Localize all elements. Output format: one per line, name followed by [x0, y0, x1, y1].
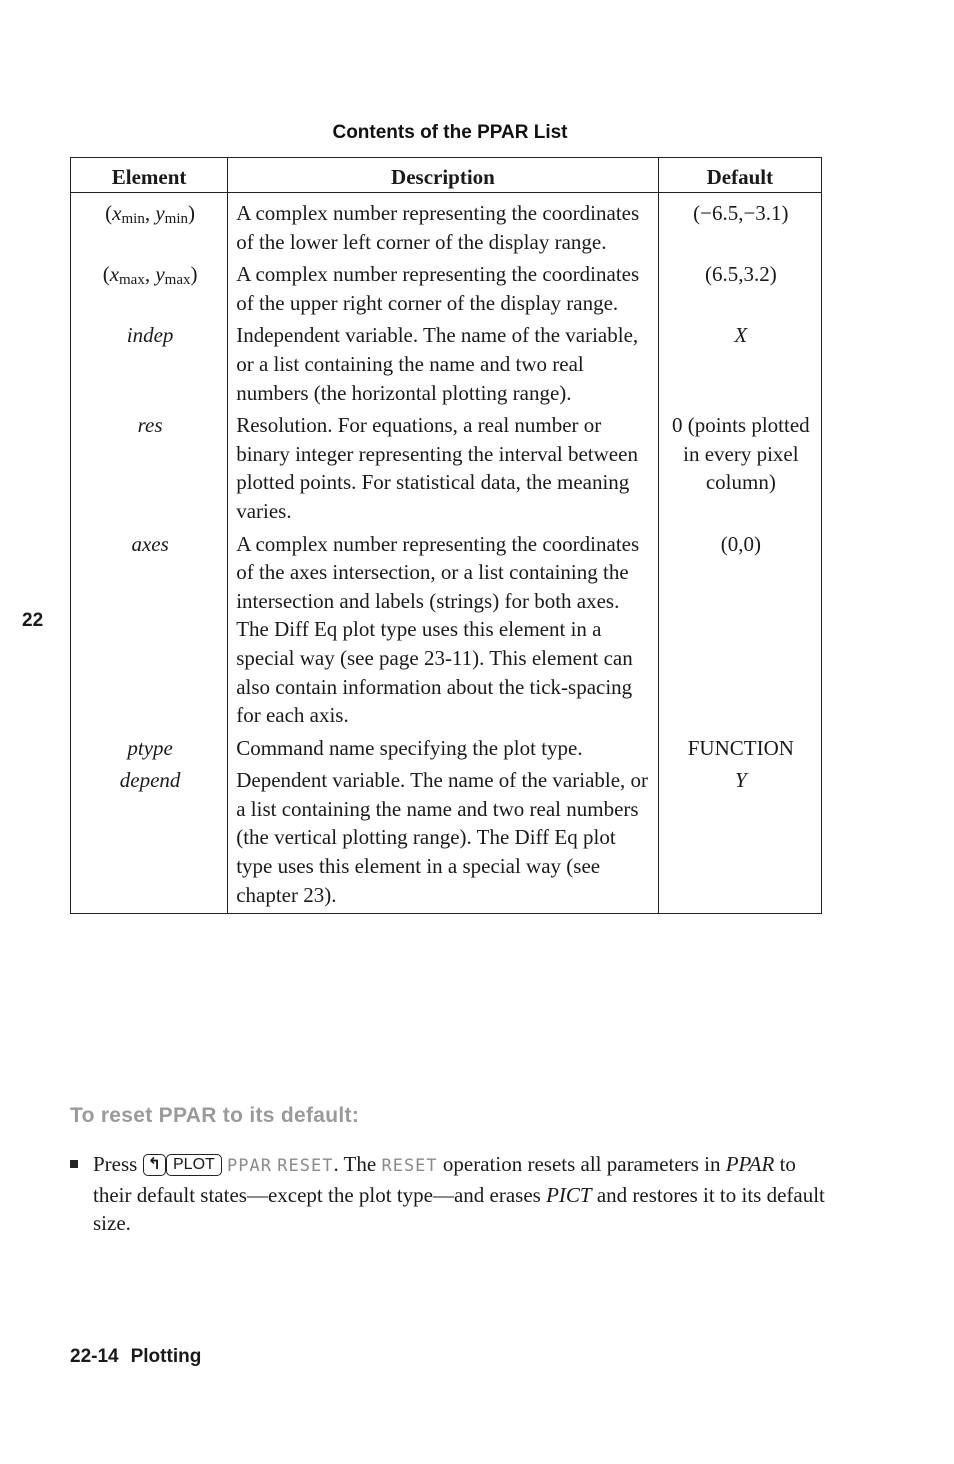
table-row	[71, 260, 822, 321]
default-cell: FUNCTION	[658, 734, 821, 767]
table-row	[71, 734, 822, 767]
element-cell: ($x_{min}$, $y_{min}$)	[71, 193, 228, 261]
header-description: Description	[228, 158, 658, 193]
header-element: Element	[71, 158, 228, 193]
description-cell: Dependent variable. The name of the variable, or a list containing the name and two real numbers (the vertical plotting range). The Diff Eq plot type uses this element in a special way (see chapter 23).	[228, 766, 658, 913]
default-cell: X	[658, 321, 821, 411]
section-heading: To reset PPAR to its default:	[70, 1104, 360, 1127]
default-cell: 0 (points plotted in every pixel column)	[658, 411, 821, 529]
chapter-tab: 22	[22, 610, 44, 631]
plot-key: PLOT	[166, 1154, 222, 1176]
description-cell: A complex number representing the coordinates of the upper right corner of the display range.	[228, 260, 658, 321]
element-cell: res	[71, 411, 228, 529]
header-default: Default	[658, 158, 821, 193]
table-row	[71, 321, 822, 411]
table-caption: Contents of the PPAR List	[332, 122, 568, 143]
table-row	[71, 411, 822, 529]
ppar-table	[70, 157, 822, 914]
element-cell: ($x_{max}$, $y_{max}$)	[71, 260, 228, 321]
default-cell: (−6.5,−3.1)	[658, 193, 821, 261]
table-header-row	[71, 158, 822, 193]
instruction-step	[70, 1150, 830, 1238]
table-row	[71, 530, 822, 734]
table-row	[71, 193, 822, 261]
description-cell: Command name specifying the plot type.	[228, 734, 658, 767]
chapter-name: Plotting	[130, 1346, 202, 1367]
element-cell: ptype	[71, 734, 228, 767]
default-cell: Y	[658, 766, 821, 913]
step-text: Press ↰ PLOT PPAR RESET. The RESET operation resets all parameters in PPAR to their default states—except the plot type—and erases PICT and restores it to its default size.	[93, 1152, 825, 1235]
page-number: 22-14	[70, 1346, 119, 1367]
page-footer	[70, 1346, 201, 1368]
description-cell: A complex number representing the coordinates of the axes intersection, or a list containing the intersection and labels (strings) for both axes. The Diff Eq plot type uses this element in a special way (see page 23-11). This element can also contain information about the tick-spacing for each axis.	[228, 530, 658, 734]
element-cell: indep	[71, 321, 228, 411]
default-cell: (6.5,3.2)	[658, 260, 821, 321]
ppar-softkey: PPAR	[227, 1156, 272, 1176]
element-cell: axes	[71, 530, 228, 734]
reset-softkey: RESET	[277, 1156, 334, 1176]
description-cell: Resolution. For equations, a real number or binary integer representing the interval between plotted points. For statistical data, the meaning varies.	[228, 411, 658, 529]
table-row	[71, 766, 822, 913]
description-cell: A complex number representing the coordinates of the lower left corner of the display range.	[228, 193, 658, 261]
left-shift-key-icon: ↰	[143, 1154, 166, 1176]
element-cell: depend	[71, 766, 228, 913]
bullet-icon	[70, 1160, 78, 1168]
description-cell: Independent variable. The name of the variable, or a list containing the name and two real numbers (the horizontal plotting range).	[228, 321, 658, 411]
default-cell: (0,0)	[658, 530, 821, 734]
reset-softkey-inline: RESET	[381, 1156, 438, 1176]
